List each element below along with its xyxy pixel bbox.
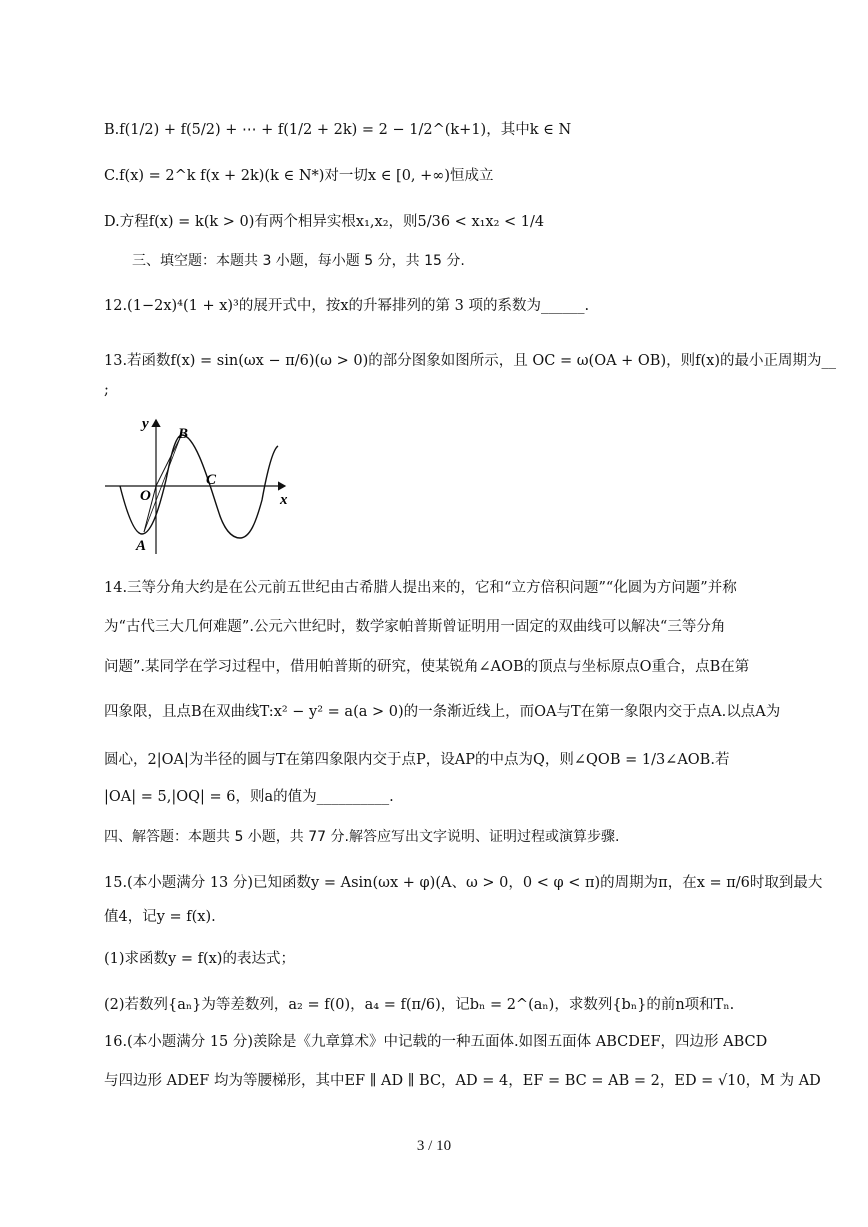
question-13-line-2: ;	[104, 382, 109, 398]
question-14-line-1: 14.三等分角大约是在公元前五世纪由古希腊人提出来的，它和“立方倍积问题”“化圆为方问题”并称	[104, 580, 737, 596]
question-16-line-2: 与四边形 ADEF 均为等腰梯形，其中EF ∥ AD ∥ BC，AD = 4，EF = BC = AB = 2，ED = √10，M 为 AD	[104, 1073, 821, 1089]
question-15-line-2: 值4，记y = f(x).	[104, 909, 216, 925]
question-14-line-3: 问题”.某同学在学习过程中，借用帕普斯的研究，使某锐角∠AOB的顶点与坐标原点O重合，点B在第	[104, 659, 750, 675]
question-14-line-5: 圆心，2|OA|为半径的圆与T在第四象限内交于点P，设AP的中点为Q，则∠QOB = 1/3∠AOB.若	[104, 752, 730, 768]
question-15-part-1: (1)求函数y = f(x)的表达式；	[104, 951, 295, 967]
question-16-line-1: 16.(本小题满分 15 分)羡除是《九章算术》中记载的一种五面体.如图五面体 ABCDEF，四边形 ABCD	[104, 1034, 768, 1050]
question-14-line-2: 为“古代三大几何难题”.公元六世纪时，数学家帕普斯曾证明用一固定的双曲线可以解决“三等分角	[104, 619, 726, 635]
label-c: C	[206, 472, 217, 488]
label-y: y	[142, 416, 149, 432]
option-c: C.f(x) = 2^k f(x + 2k)(k ∈ N*)对一切x ∈ [0, +∞)恒成立	[104, 168, 494, 184]
label-a: A	[136, 538, 147, 554]
label-o: O	[140, 488, 151, 504]
segment-ob	[156, 438, 180, 486]
section-3-heading: 三、填空题：本题共 3 小题，每小题 5 分，共 15 分.	[132, 253, 465, 269]
option-d: D.方程f(x) = k(k > 0)有两个相异实根x₁,x₂，则5/36 < x₁x₂ < 1/4	[104, 214, 545, 230]
question-14-line-4: 四象限，且点B在双曲线T:x² − y² = a(a > 0)的一条渐近线上，而OA与T在第一象限内交于点A.以点A为	[104, 704, 781, 720]
question-14-line-6: |OA| = 5,|OQ| = 6，则a的值为__________.	[104, 789, 394, 805]
question-15-part-2: (2)若数列{aₙ}为等差数列，a₂ = f(0)，a₄ = f(π/6)，记bₙ = 2^(aₙ)，求数列{bₙ}的前n项和Tₙ.	[104, 997, 735, 1013]
question-13-line-1: 13.若函数f(x) = sin(ωx − π/6)(ω > 0)的部分图象如图所示，且 OC = ω(OA + OB)，则f(x)的最小正周期为__	[104, 353, 836, 369]
question-15-line-1: 15.(本小题满分 13 分)已知函数y = Asin(ωx + φ)(A、ω > 0，0 < φ < π)的周期为π，在x = π/6时取到最大	[104, 875, 823, 891]
label-x: x	[280, 492, 288, 508]
segment-ab	[144, 438, 180, 532]
sine-graph-figure	[100, 410, 300, 560]
option-b: B.f(1/2) + f(5/2) + ⋯ + f(1/2 + 2k) = 2 − 1/2^(k+1)，其中k ∈ N	[104, 122, 572, 138]
label-b: B	[178, 426, 189, 442]
section-4-heading: 四、解答题：本题共 5 小题，共 77 分.解答应写出文字说明、证明过程或演算步骤.	[104, 829, 620, 845]
question-12: 12.(1−2x)⁴(1 + x)³的展开式中，按x的升幂排列的第 3 项的系数为______.	[104, 298, 590, 314]
page-number: 3 / 10	[416, 1138, 452, 1154]
